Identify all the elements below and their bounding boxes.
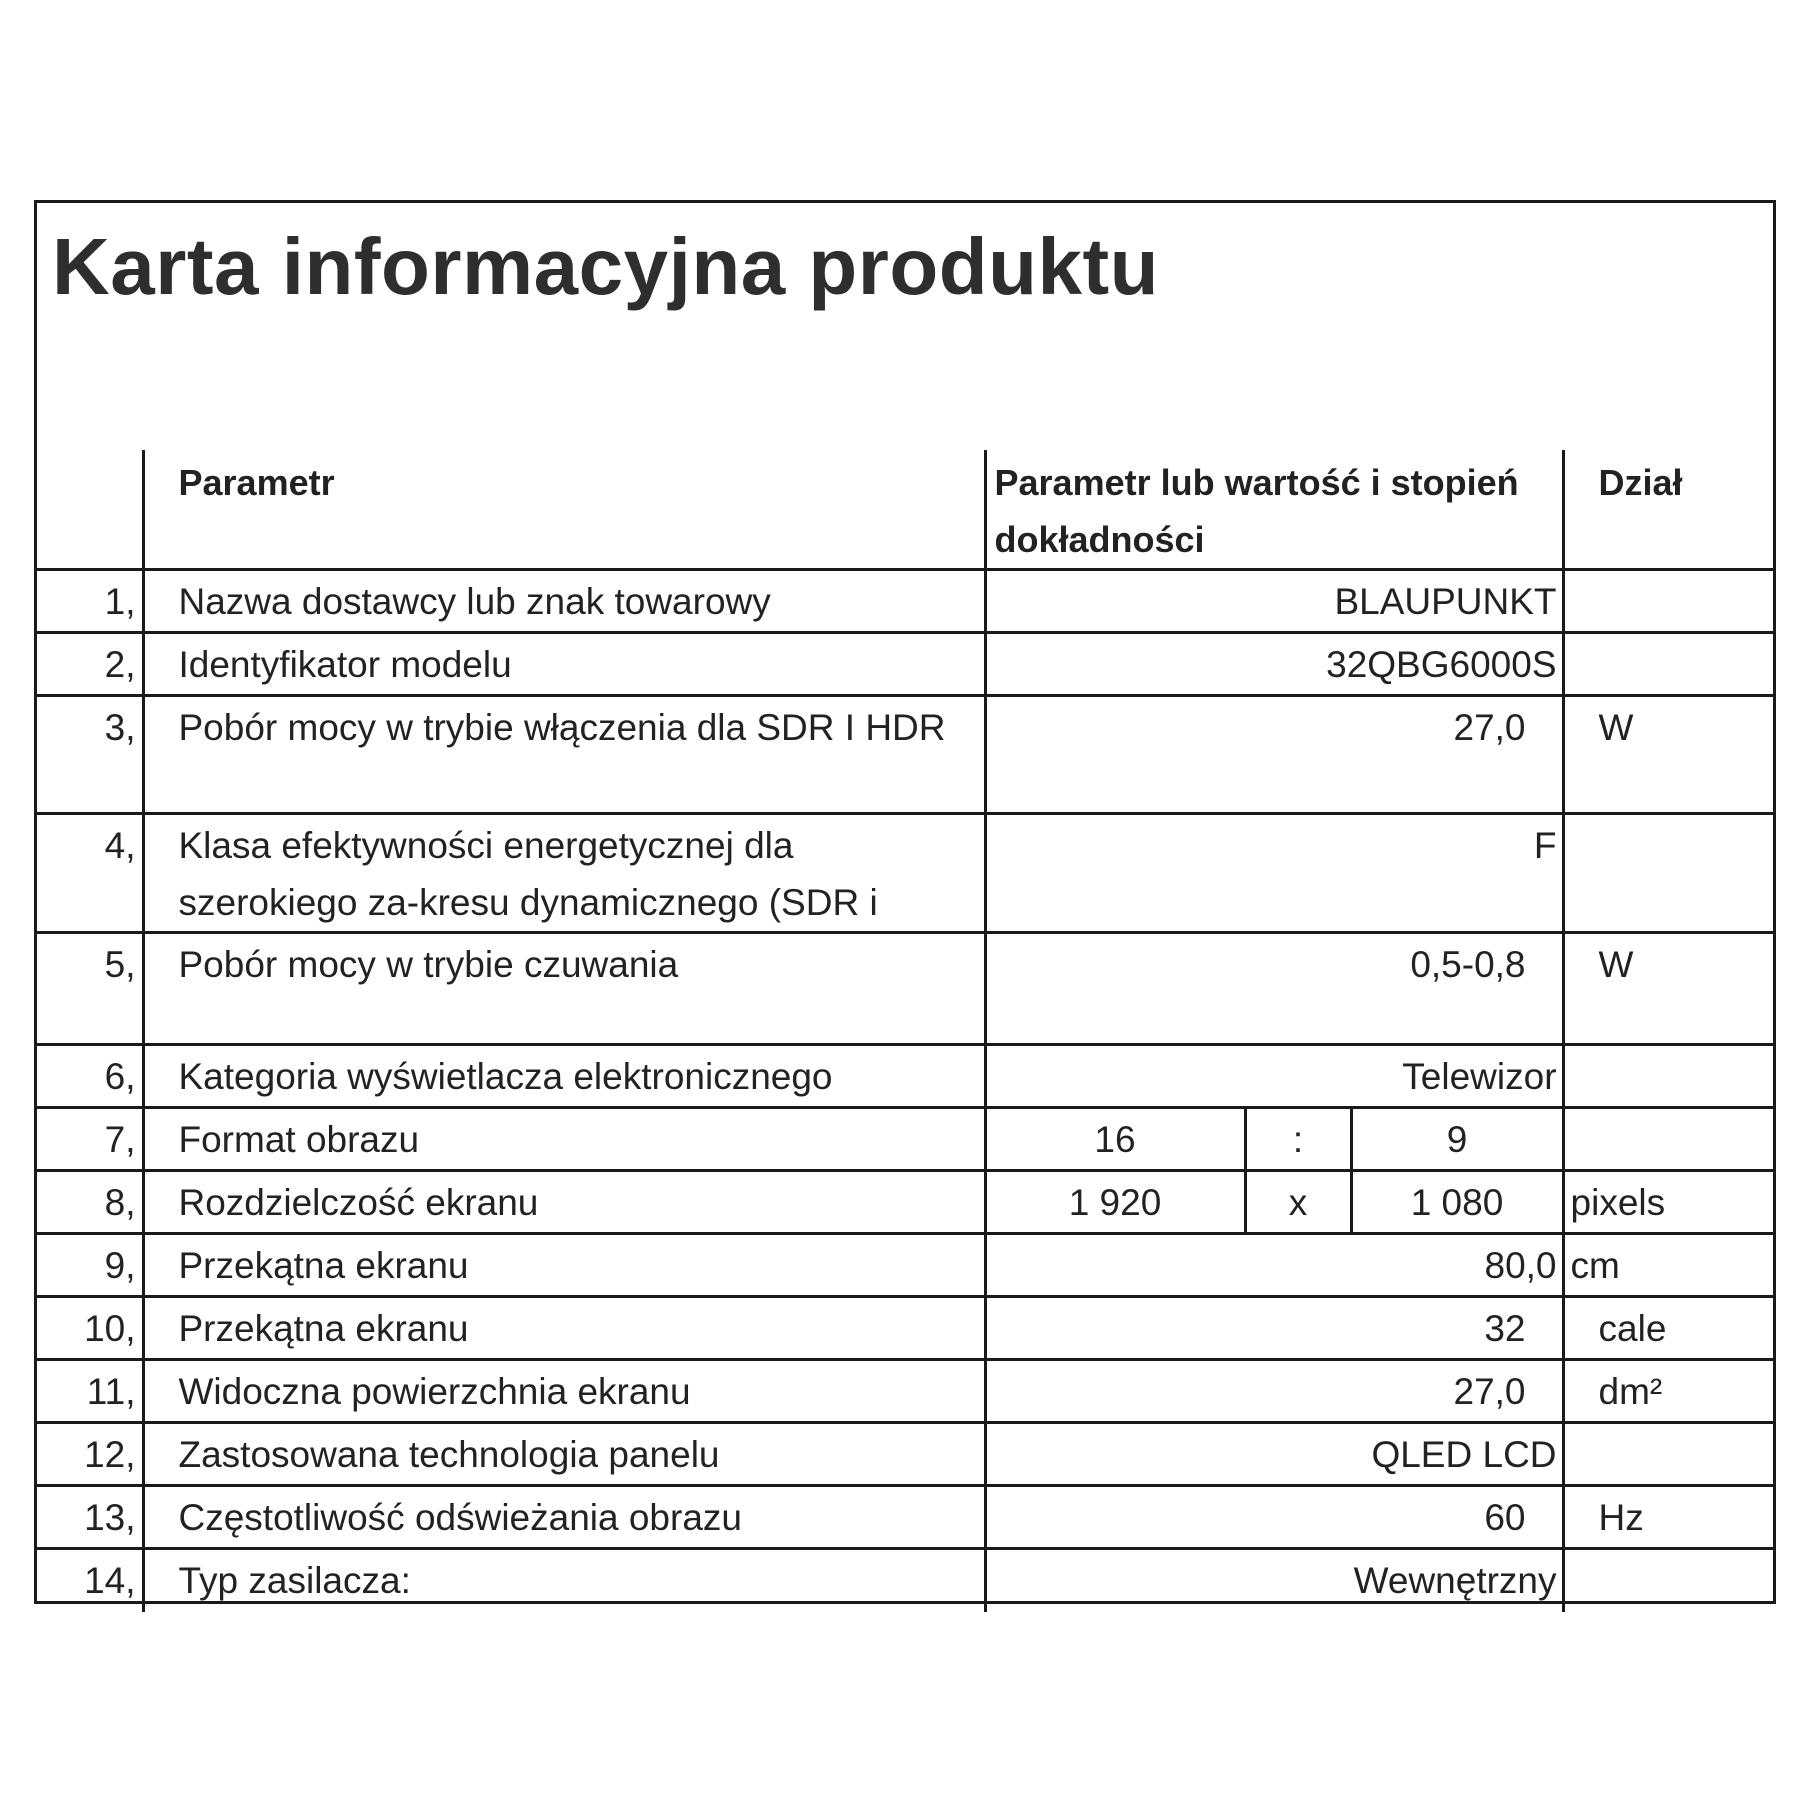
row-number: 4, <box>37 814 143 933</box>
row-value: 27,0 <box>985 696 1563 814</box>
row-parameter: Klasa efektywności energetycznej dla szerokiego za-kresu dynamicznego (SDR i <box>143 814 985 933</box>
row-unit <box>1563 633 1773 696</box>
aspect-ratio-width: 16 <box>985 1108 1245 1171</box>
row-unit <box>1563 814 1773 933</box>
table-row <box>37 696 1773 814</box>
row-value: 60 <box>985 1486 1563 1549</box>
row-value: 80,0 <box>985 1234 1563 1297</box>
row-unit: pixels <box>1563 1171 1773 1234</box>
row-unit <box>1563 570 1773 633</box>
resolution-separator: x <box>1245 1171 1351 1234</box>
row-value: Telewizor <box>985 1045 1563 1108</box>
table-row <box>37 1234 1773 1297</box>
row-number: 14, <box>37 1549 143 1612</box>
row-unit: Hz <box>1563 1486 1773 1549</box>
row-number: 3, <box>37 696 143 814</box>
row-value: QLED LCD <box>985 1423 1563 1486</box>
row-value: 32QBG6000S <box>985 633 1563 696</box>
row-unit <box>1563 1549 1773 1612</box>
header-number-cell <box>37 450 143 570</box>
row-parameter: Kategoria wyświetlacza elektronicznego <box>143 1045 985 1108</box>
row-number: 5, <box>37 933 143 1045</box>
row-unit: W <box>1563 933 1773 1045</box>
row-parameter: Zastosowana technologia panelu <box>143 1423 985 1486</box>
table-header-row <box>37 450 1773 570</box>
row-number: 2, <box>37 633 143 696</box>
row-parameter: Nazwa dostawcy lub znak towarowy <box>143 570 985 633</box>
table-row <box>37 1486 1773 1549</box>
table-row <box>37 1360 1773 1423</box>
row-number: 6, <box>37 1045 143 1108</box>
row-number: 8, <box>37 1171 143 1234</box>
row-number: 13, <box>37 1486 143 1549</box>
row-value: 0,5-0,8 <box>985 933 1563 1045</box>
row-parameter: Przekątna ekranu <box>143 1297 985 1360</box>
row-value: 27,0 <box>985 1360 1563 1423</box>
table-row <box>37 1108 1773 1171</box>
table-row <box>37 1297 1773 1360</box>
row-unit: cm <box>1563 1234 1773 1297</box>
row-unit: cale <box>1563 1297 1773 1360</box>
row-parameter: Częstotliwość odświeżania obrazu <box>143 1486 985 1549</box>
product-parameters-table <box>37 450 1773 1612</box>
row-parameter: Format obrazu <box>143 1108 985 1171</box>
row-value: 32 <box>985 1297 1563 1360</box>
row-parameter: Przekątna ekranu <box>143 1234 985 1297</box>
aspect-ratio-separator: : <box>1245 1108 1351 1171</box>
row-parameter: Identyfikator modelu <box>143 633 985 696</box>
header-value: Parametr lub wartość i stopień dokładności <box>985 450 1563 570</box>
row-number: 1, <box>37 570 143 633</box>
table-row <box>37 1045 1773 1108</box>
header-parameter: Parametr <box>143 450 985 570</box>
table-row <box>37 1423 1773 1486</box>
product-information-sheet <box>34 200 1776 1604</box>
row-parameter: Pobór mocy w trybie czuwania <box>143 933 985 1045</box>
row-number: 12, <box>37 1423 143 1486</box>
table-row <box>37 1549 1773 1612</box>
table-row <box>37 1171 1773 1234</box>
row-unit <box>1563 1045 1773 1108</box>
resolution-height: 1 080 <box>1351 1171 1563 1234</box>
row-parameter: Pobór mocy w trybie włączenia dla SDR I HDR <box>143 696 985 814</box>
table-row <box>37 814 1773 933</box>
table-row <box>37 633 1773 696</box>
row-number: 11, <box>37 1360 143 1423</box>
row-value: BLAUPUNKT <box>985 570 1563 633</box>
document-title: Karta informacyjna produktu <box>52 222 1160 311</box>
row-value: F <box>985 814 1563 933</box>
row-unit: W <box>1563 696 1773 814</box>
row-number: 7, <box>37 1108 143 1171</box>
header-unit: Dział <box>1563 450 1773 570</box>
row-number: 9, <box>37 1234 143 1297</box>
row-number: 10, <box>37 1297 143 1360</box>
row-parameter: Widoczna powierzchnia ekranu <box>143 1360 985 1423</box>
row-parameter: Typ zasilacza: <box>143 1549 985 1612</box>
table-row <box>37 933 1773 1045</box>
aspect-ratio-height: 9 <box>1351 1108 1563 1171</box>
row-unit <box>1563 1108 1773 1171</box>
resolution-width: 1 920 <box>985 1171 1245 1234</box>
row-unit <box>1563 1423 1773 1486</box>
table-row <box>37 570 1773 633</box>
row-parameter: Rozdzielczość ekranu <box>143 1171 985 1234</box>
row-value: Wewnętrzny <box>985 1549 1563 1612</box>
row-unit: dm² <box>1563 1360 1773 1423</box>
